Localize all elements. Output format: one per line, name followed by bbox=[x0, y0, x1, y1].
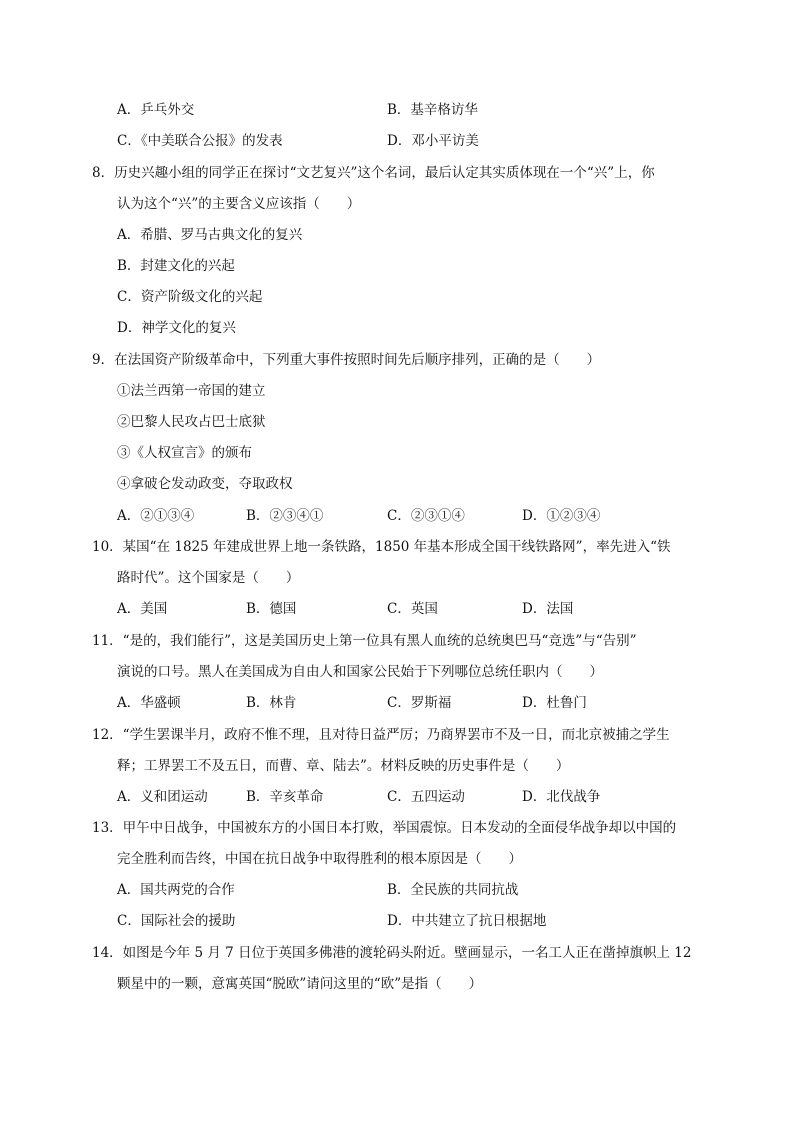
q7-option-b: B．基辛格访华 bbox=[387, 102, 478, 118]
q14-stem-line1: 14．如图是今年 5 月 7 日位于英国多佛港的渡轮码头附近。壁画显示，一名工人正在凿掉旗帜上 12 bbox=[92, 945, 692, 961]
q13-stem-line2: 完全胜利而告终，中国在抗日战争中取得胜利的根本原因是（ ） bbox=[117, 851, 522, 867]
q11-stem-line1: 11．“是的，我们能行”，这是美国历史上第一位具有黑人血统的总统奥巴马“竞选”与“告别” bbox=[92, 633, 637, 649]
q9-option-c: C．②③①④ bbox=[387, 508, 465, 524]
q9-item-2: ②巴黎人民攻占巴士底狱 bbox=[117, 414, 266, 430]
q10-stem-line2: 路时代”。这个国家是（ ） bbox=[117, 570, 300, 586]
q11-option-d: D．杜鲁门 bbox=[522, 695, 587, 711]
q10-option-d: D．法国 bbox=[522, 601, 574, 617]
q8-option-d: D．神学文化的复兴 bbox=[117, 320, 236, 336]
q7-option-c: C．《中美联合公报》的发表 bbox=[117, 133, 283, 149]
q10-stem-line1: 10．某国“在 1825 年建成世界上地一条铁路，1850 年基本形成全国干线铁路网”，率先进入“铁 bbox=[92, 539, 671, 555]
q7-option-a: A．乒乓外交 bbox=[117, 102, 195, 118]
q11-stem-line2: 演说的口号。黑人在美国成为自由人和国家公民始于下列哪位总统任职内（ ） bbox=[117, 664, 603, 680]
q9-option-d: D．①②③④ bbox=[522, 508, 601, 524]
q9-item-1: ①法兰西第一帝国的建立 bbox=[117, 383, 266, 399]
q12-option-c: C．五四运动 bbox=[387, 789, 465, 805]
q11-option-c: C．罗斯福 bbox=[387, 695, 452, 711]
q11-option-b: B．林肯 bbox=[246, 695, 297, 711]
q9-item-3: ③《人权宣言》的颁布 bbox=[117, 445, 252, 461]
q7-option-d: D．邓小平访美 bbox=[387, 133, 479, 149]
q9-item-4: ④拿破仑发动政变，夺取政权 bbox=[117, 476, 293, 492]
q13-stem-line1: 13．甲午中日战争，中国被东方的小国日本打败，举国震惊。日本发动的全面侵华战争却以中国的 bbox=[92, 820, 677, 836]
q12-option-b: B．辛亥革命 bbox=[246, 789, 324, 805]
q12-stem-line1: 12．“学生罢课半月，政府不惟不理，且对待日益严厉；乃商界罢市不及一日，而北京被捕之学生 bbox=[92, 727, 670, 743]
q10-option-a: A．美国 bbox=[117, 601, 168, 617]
q14-stem-line2: 颗星中的一颗，意寓英国“脱欧”请问这里的“欧”是指（ ） bbox=[117, 976, 483, 992]
q8-stem-line2: 认为这个“兴”的主要含义应该指（ ） bbox=[117, 196, 361, 212]
q8-option-c: C．资产阶级文化的兴起 bbox=[117, 289, 263, 305]
q9-option-b: B．②③④① bbox=[246, 508, 324, 524]
q9-option-a: A．②①③④ bbox=[117, 508, 195, 524]
q12-option-a: A．义和团运动 bbox=[117, 789, 208, 805]
q12-option-d: D．北伐战争 bbox=[522, 789, 601, 805]
q8-stem-line1: 8．历史兴趣小组的同学正在探讨“文艺复兴”这个名词，最后认定其实质体现在一个“兴”上，你 bbox=[92, 165, 655, 181]
q13-option-d: D．中共建立了抗日根据地 bbox=[387, 913, 547, 929]
q8-option-a: A．希腊、罗马古典文化的复兴 bbox=[117, 227, 303, 243]
q9-stem-line1: 9．在法国资产阶级革命中，下列重大事件按照时间先后顺序排列，正确的是（ ） bbox=[92, 352, 601, 368]
q8-option-b: B．封建文化的兴起 bbox=[117, 258, 235, 274]
q10-option-c: C．英国 bbox=[387, 601, 438, 617]
q13-option-b: B．全民族的共同抗战 bbox=[387, 882, 519, 898]
q11-option-a: A．华盛顿 bbox=[117, 695, 181, 711]
q12-stem-line2: 释；工界罢工不及五日，而曹、章、陆去”。材料反映的历史事件是（ ） bbox=[117, 758, 570, 774]
q13-option-a: A．国共两党的合作 bbox=[117, 882, 235, 898]
q10-option-b: B．德国 bbox=[246, 601, 297, 617]
q13-option-c: C．国际社会的援助 bbox=[117, 913, 236, 929]
